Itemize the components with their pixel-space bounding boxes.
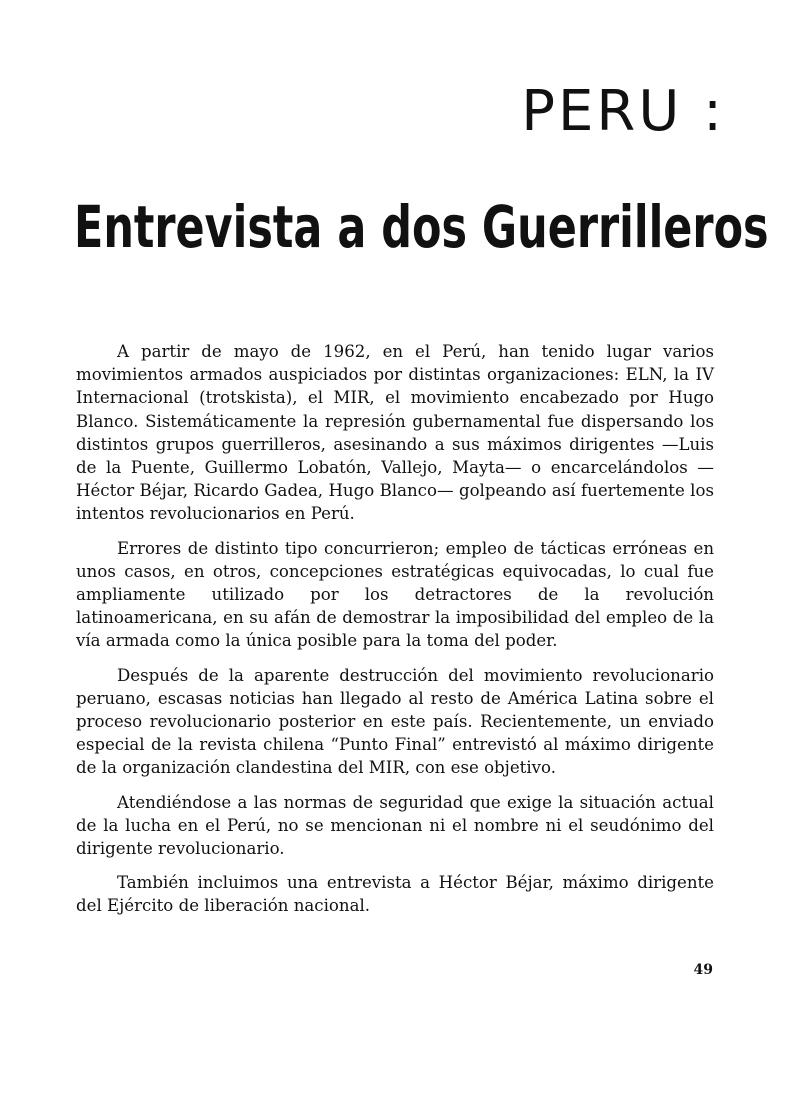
- paragraph: Errores de distinto tipo concurrieron; empleo de tácticas erróneas en unos casos, en otros, concepciones estratégicas equivocadas, lo cual fue ampliamente utilizado por los detractores de la revolución latinoamericana, en su afán de demostrar la imposibilidad del empleo de la vía armada como la única posible para la toma del poder.: [76, 538, 714, 651]
- paragraph: A partir de mayo de 1962, en el Perú, han tenido lugar varios movimientos armados auspiciados por distintas organizaciones: ELN, la IV Internacional (trotskista), el MIR, el movimiento encabezado por Hugo Blanco. Sistemáticamente la represión gubernamental fue dispersando los distintos grupos guerrilleros, asesinando a sus máximos dirigentes —Luis de la Puente, Guillermo Lobatón, Vallejo, Mayta— o encarcelándolos —Héctor Béjar, Ricardo Gadea, Hugo Blanco— golpeando así fuertemente los intentos revolucionarios en Perú.: [76, 342, 714, 524]
- paragraph: Atendiéndose a las normas de seguridad que exige la situación actual de la lucha en el Perú, no se mencionan ni el nombre ni el seudónimo del dirigente revolucionario.: [76, 792, 714, 859]
- country-heading: PERU :: [521, 79, 725, 144]
- page-number: 49: [693, 962, 713, 978]
- article-title: Entrevista a dos Guerrilleros: [74, 193, 769, 261]
- paragraph: Después de la aparente destrucción del movimiento revolucionario peruano, escasas noticias han llegado al resto de América Latina sobre el proceso revolucionario posterior en este país. Recientemente, un enviado especial de la revista chilena “Punto Final” entrevistó al máximo dirigente de la organización clandestina del MIR, con ese objetivo.: [76, 665, 714, 778]
- paragraph: También incluimos una entrevista a Héctor Béjar, máximo dirigente del Ejército de liberación nacional.: [76, 873, 714, 916]
- article-body: [76, 340, 714, 929]
